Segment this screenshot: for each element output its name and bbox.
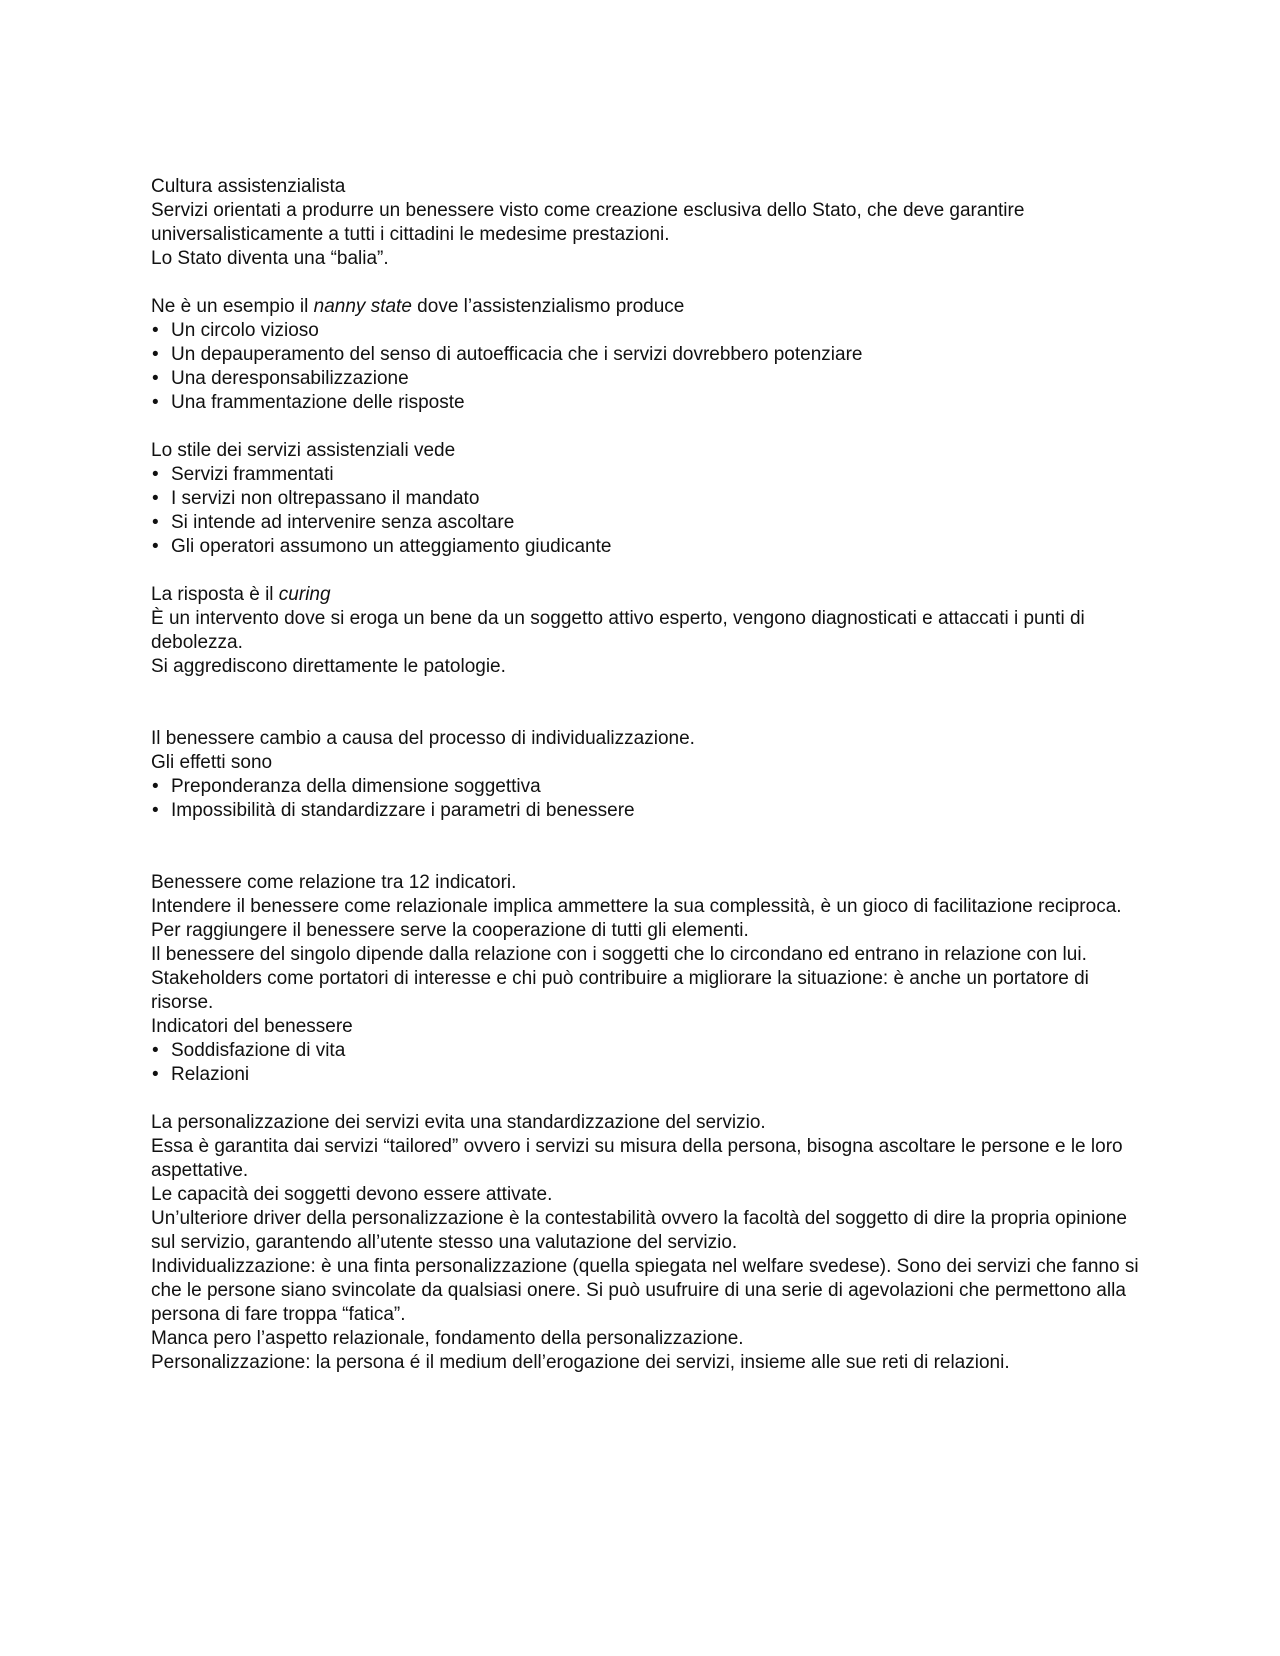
bullet-list-indicators: [151, 1039, 1141, 1087]
spacer: [151, 823, 1141, 871]
nanny-state-intro: [151, 295, 1141, 319]
paragraph: Individualizzazione: è una finta personalizzazione (quella spiegata nel welfare svedese). Sono dei servizi che fanno si che le persone siano svincolate da qualsiasi onere. Si può usufruire di una serie di agevolazioni che permettono alla persona di fare troppa “fatica”.: [151, 1256, 1139, 1325]
paragraph: Benessere come relazione tra 12 indicatori.: [151, 872, 517, 893]
paragraph: Si aggrediscono direttamente le patologie.: [151, 656, 506, 677]
italic-term: curing: [278, 584, 331, 605]
document-page: [151, 175, 1141, 1375]
text-run: dove l’assistenzialismo produce: [411, 296, 685, 317]
bullet-list-effects: [151, 319, 1141, 415]
list-item: • Una frammentazione delle risposte: [151, 391, 1141, 415]
paragraph: Il benessere del singolo dipende dalla relazione con i soggetti che lo circondano ed entrano in relazione con lui.: [151, 944, 1087, 965]
paragraph: È un intervento dove si eroga un bene da un soggetto attivo esperto, vengono diagnosticati e attaccati i punti di debolezza.: [151, 608, 1085, 653]
list-item: • Una deresponsabilizzazione: [151, 367, 1141, 391]
list-item: • Servizi frammentati: [151, 463, 1141, 487]
paragraph: Per raggiungere il benessere serve la cooperazione di tutti gli elementi.: [151, 920, 749, 941]
spacer: [151, 1087, 1141, 1111]
spacer: [151, 559, 1141, 583]
section-title-cultura: Cultura assistenzialista: [151, 176, 346, 197]
paragraph: Servizi orientati a produrre un benessere visto come creazione esclusiva dello Stato, che deve garantire universalisticamente a tutti i cittadini le medesime prestazioni.: [151, 200, 1025, 245]
paragraph: Stakeholders come portatori di interesse e chi può contribuire a migliorare la situazione: è anche un portatore di risorse.: [151, 968, 1089, 1013]
paragraph: Le capacità dei soggetti devono essere attivate.: [151, 1184, 553, 1205]
bullet-list-style: [151, 463, 1141, 559]
list-item: • Gli operatori assumono un atteggiamento giudicante: [151, 535, 1141, 559]
paragraph: La personalizzazione dei servizi evita una standardizzazione del servizio.: [151, 1112, 766, 1133]
paragraph: Gli effetti sono: [151, 752, 273, 773]
curing-intro: [151, 583, 1141, 607]
paragraph: Indicatori del benessere: [151, 1016, 353, 1037]
spacer: [151, 679, 1141, 727]
list-item: • Un circolo vizioso: [151, 319, 1141, 343]
text-run: La risposta è il: [151, 584, 279, 605]
paragraph: Essa è garantita dai servizi “tailored” ovvero i servizi su misura della persona, bisogna ascoltare le persone e le loro aspettative.: [151, 1136, 1123, 1181]
list-item: • Un depauperamento del senso di autoefficacia che i servizi dovrebbero potenziare: [151, 343, 1141, 367]
spacer: [151, 271, 1141, 295]
bullet-list-individualization: [151, 775, 1141, 823]
paragraph: Intendere il benessere come relazionale implica ammettere la sua complessità, è un gioco di facilitazione reciproca.: [151, 896, 1122, 917]
paragraph: Lo Stato diventa una “balia”.: [151, 248, 389, 269]
paragraph: Un’ulteriore driver della personalizzazione è la contestabilità ovvero la facoltà del soggetto di dire la propria opinione sul servizio, garantendo all’utente stesso una valutazione del servizio.: [151, 1208, 1127, 1253]
list-item: • I servizi non oltrepassano il mandato: [151, 487, 1141, 511]
list-item: • Impossibilità di standardizzare i parametri di benessere: [151, 799, 1141, 823]
paragraph: Lo stile dei servizi assistenziali vede: [151, 440, 456, 461]
paragraph: Il benessere cambio a causa del processo di individualizzazione.: [151, 728, 695, 749]
italic-term: nanny state: [313, 296, 412, 317]
text-run: Ne è un esempio il: [151, 296, 314, 317]
list-item: • Preponderanza della dimensione soggettiva: [151, 775, 1141, 799]
paragraph: Manca pero l’aspetto relazionale, fondamento della personalizzazione.: [151, 1328, 744, 1349]
list-item: • Relazioni: [151, 1063, 1141, 1087]
list-item: • Si intende ad intervenire senza ascoltare: [151, 511, 1141, 535]
list-item: • Soddisfazione di vita: [151, 1039, 1141, 1063]
spacer: [151, 415, 1141, 439]
paragraph: Personalizzazione: la persona é il medium dell’erogazione dei servizi, insieme alle sue reti di relazioni.: [151, 1352, 1010, 1373]
